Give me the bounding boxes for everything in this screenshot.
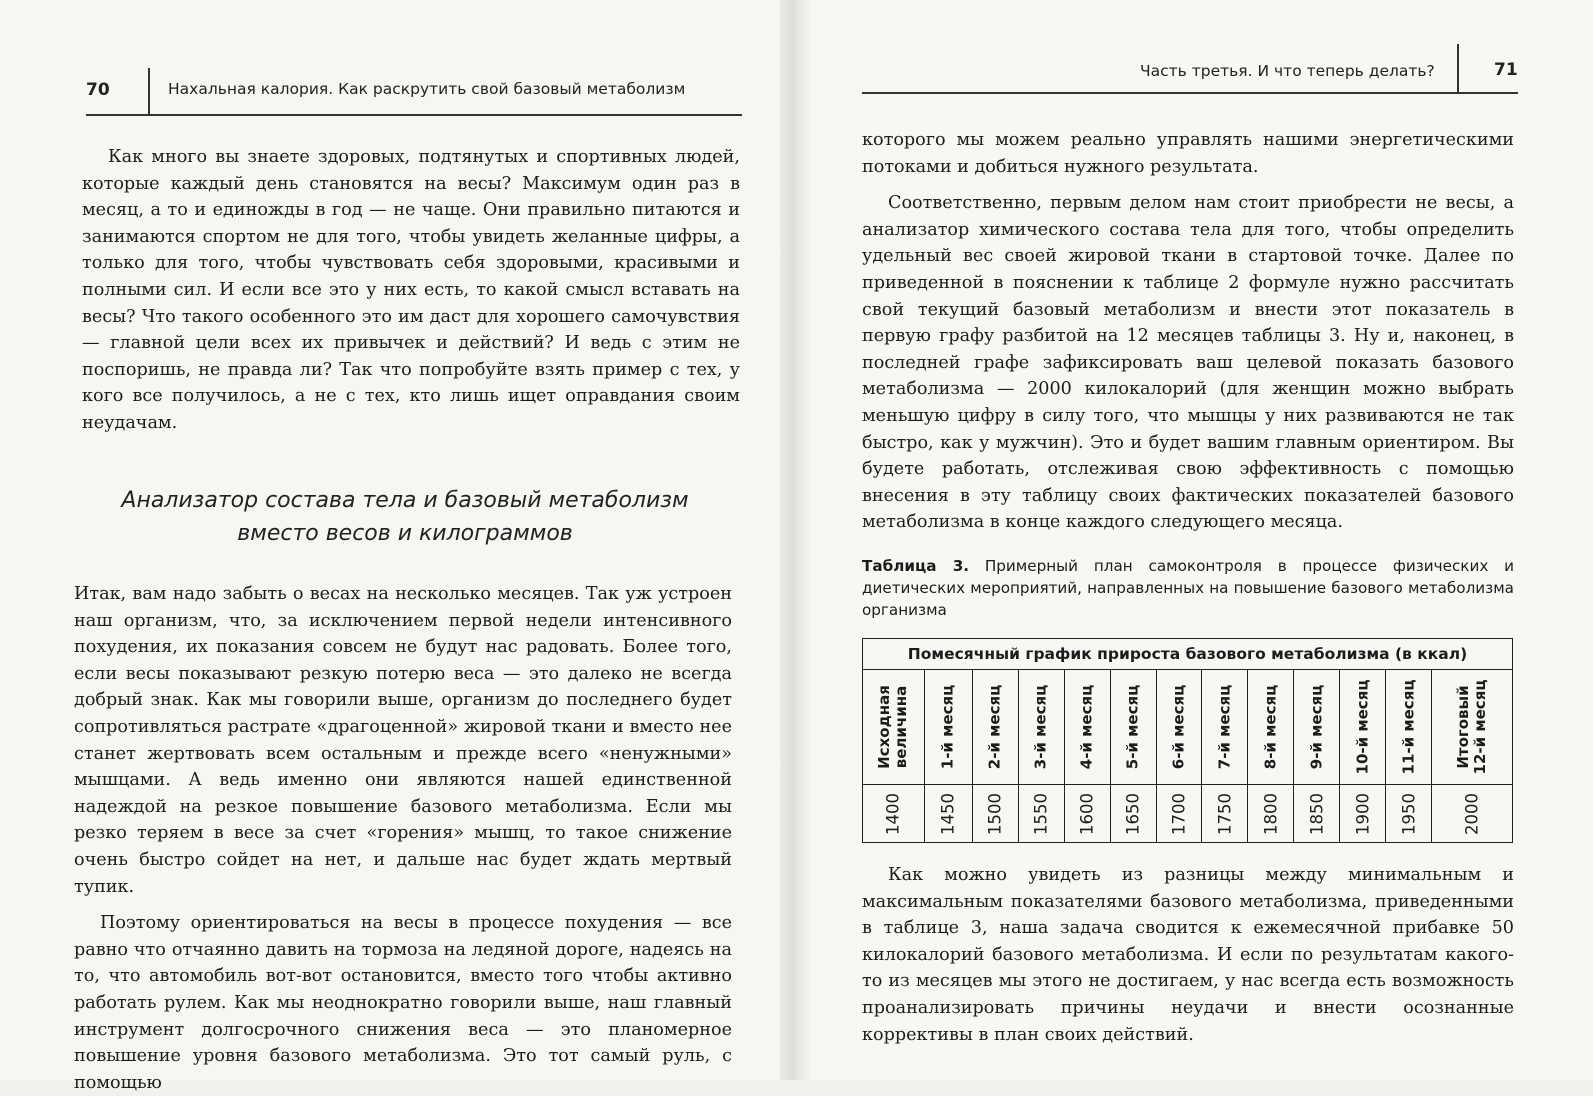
table-caption <box>862 555 1514 621</box>
table-value: 1450 <box>938 792 958 835</box>
table-title: Помесячный график прироста базового метаболизма (в ккал) <box>863 639 1513 670</box>
table-header-label: 11-й месяц <box>1399 679 1418 775</box>
table-header-label: 3-й месяц <box>1031 684 1050 770</box>
table-header-cell <box>924 670 972 785</box>
right-column-top <box>862 127 1514 536</box>
table-value: 1400 <box>883 792 903 835</box>
table-header-label: 5-й месяц <box>1123 684 1142 770</box>
table-value-cell <box>972 785 1018 843</box>
section-heading-line-2: вместо весов и килограммов <box>237 521 573 546</box>
book-gutter <box>780 0 810 1080</box>
table-header-label: 2-й месяц <box>985 684 1004 770</box>
section-heading-line-1: Анализатор состава тела и базовый метаболизм <box>121 488 689 513</box>
right-paragraph-3: Как можно увидеть из разницы между минимальным и максимальным показателями базового метаболизма, приведенными в таблице 3, наша задача сводится к ежемесячной прибавке 50 килокалорий базового метаболизма. И если по результатам какого-то из месяцев мы этого не достигаем, у нас всегда есть возможность проанализировать причины неудачи и внести осознанные коррективы в план своих действий. <box>862 865 1514 1045</box>
table-value-cell <box>1018 785 1064 843</box>
table-header-cell <box>863 670 925 785</box>
table-header-cell <box>1064 670 1110 785</box>
left-paragraph-3: Поэтому ориентироваться на весы в процессе похудения — все равно что отчаянно давить на тормоза на ледяной дороге, надеясь на то, что автомобиль вот-вот остановится, вместо того чтобы активно работать рулем. Как мы неоднократно говорили выше, наш главный инструмент долгосрочного снижения веса — это планомерное повышение уровня базового метаболизма. Это тот самый руль, с помощью <box>74 913 732 1093</box>
table-header-label: 7-й месяц <box>1215 684 1234 770</box>
right-page-number: 71 <box>1494 60 1518 80</box>
table-value: 1600 <box>1077 792 1097 835</box>
left-running-title: Нахальная калория. Как раскрутить свой базовый метаболизм <box>168 80 686 98</box>
table-value-cell <box>1432 785 1513 843</box>
table-value: 1500 <box>985 792 1005 835</box>
left-column-top <box>82 144 740 437</box>
table-value: 1650 <box>1123 792 1143 835</box>
left-page-number: 70 <box>86 80 110 100</box>
table-value: 1950 <box>1399 792 1419 835</box>
table-value-cell <box>1386 785 1432 843</box>
table-value-cell <box>1340 785 1386 843</box>
table-value: 1850 <box>1307 792 1327 835</box>
table-header-label: Итоговый 12-й месяц <box>1454 679 1490 775</box>
right-running-title: Часть третья. И что теперь делать? <box>1140 62 1435 80</box>
right-column-bottom <box>862 862 1514 1048</box>
right-paragraph-1: которого мы можем реально управлять нашими энергетическими потоками и добиться нужного результата. <box>862 130 1514 177</box>
table-header-row <box>863 670 1513 785</box>
table-header-cell <box>1018 670 1064 785</box>
table-header-label: 1-й месяц <box>938 684 957 770</box>
left-paragraph-1: Как много вы знаете здоровых, подтянутых и спортивных людей, которые каждый день становятся на весы? Максимум один раз в месяц, а то и единожды в год — не чаще. Они правильно питаются и занимаются спортом не для того, чтобы увидеть желанные цифры, а только для того, чтобы чувствовать себя здоровыми, красивыми и полными сил. И если все это у них есть, то какой смысл вставать на весы? Что такого особенного это им даст для хорошего самочувствия — главной цели всех их привычек и действий? И ведь с этим не поспоришь, не правда ли? Так что попробуйте взять пример с тех, у кого все получилось, а не с тех, кто лишь ищет оправдания своим неудачам. <box>82 147 740 433</box>
table-value: 1900 <box>1353 792 1373 835</box>
table-value-cell <box>1064 785 1110 843</box>
table-value-cell <box>1110 785 1156 843</box>
table-value-row <box>863 785 1513 843</box>
table-header-cell <box>972 670 1018 785</box>
table-header-label: Исходная величина <box>875 685 911 769</box>
table-header-cell <box>1202 670 1248 785</box>
right-header-divider <box>1457 44 1459 92</box>
left-paragraph-2: Итак, вам надо забыть о весах на несколько месяцев. Так уж устроен наш организм, что, за исключением первой недели интенсивного похудения, их показания совсем не будут нас радовать. Более того, если весы показывают резкую потерю веса — это далеко не всегда добрый знак. Как мы говорили выше, организм до последнего будет сопротивляться растрате «драгоценной» жировой ткани и вместо нее станет жертвовать всем остальным и прежде всего «ненужными» мышцами. А ведь именно они являются нашей единственной надеждой на резкое повышение базового метаболизма. Если мы резко теряем в весе за счет «горения» мышц, то такое снижение очень быстро сойдет на нет, и дальше нас будет ждать мертвый тупик. <box>74 584 732 897</box>
table-header-cell <box>1340 670 1386 785</box>
left-column-bottom <box>74 581 732 1096</box>
table-value: 1700 <box>1169 792 1189 835</box>
left-header-divider <box>148 68 150 116</box>
table-header-label: 10-й месяц <box>1353 679 1372 775</box>
right-header-rule <box>862 92 1518 94</box>
table-value: 1550 <box>1031 792 1051 835</box>
table-value: 1800 <box>1261 792 1281 835</box>
table-value-cell <box>1202 785 1248 843</box>
table-value: 2000 <box>1462 792 1482 835</box>
right-paragraph-2: Соответственно, первым делом нам стоит приобрести не весы, а анализатор химического состава тела для того, чтобы определить удельный вес своей жировой ткани в стартовой точке. Далее по приведенной в пояснении к таблице 2 формуле нужно рассчитать свой текущий базовый метаболизм и внести этот показатель в первую графу разбитой на 12 месяцев таблицы 3. Ну и, наконец, в последней графе зафиксировать ваш целевой показать базового метаболизма — 2000 килокалорий (для женщин можно выбрать меньшую цифру в силу того, что мышцы у них развиваются не так быстро, как у мужчин). Это и будет вашим главным ориентиром. Вы будете работать, отслеживая свою эффективность с помощью внесения в эту таблицу своих фактических показателей базового метаболизма в конце каждого следующего месяца. <box>862 193 1514 533</box>
table-caption-text: Примерный план самоконтроля в процессе физических и диетических мероприятий, направленных на повышение базового метаболизма организма <box>862 557 1514 619</box>
table-header-cell <box>1386 670 1432 785</box>
table-caption-label: Таблица 3. <box>862 557 970 575</box>
table-header-cell <box>1248 670 1294 785</box>
table-value-cell <box>1156 785 1202 843</box>
table-header-label: 6-й месяц <box>1169 684 1188 770</box>
table-value-cell <box>1294 785 1340 843</box>
table-value: 1750 <box>1215 792 1235 835</box>
metabolism-plan-table <box>862 638 1513 843</box>
left-header-rule <box>86 114 742 116</box>
table-header-label: 8-й месяц <box>1261 684 1280 770</box>
table-header-cell <box>1156 670 1202 785</box>
table-header-label: 4-й месяц <box>1077 684 1096 770</box>
section-heading <box>74 484 736 550</box>
table-value-cell <box>924 785 972 843</box>
table-value-cell <box>863 785 925 843</box>
table-header-cell <box>1432 670 1513 785</box>
table-value-cell <box>1248 785 1294 843</box>
table-header-cell <box>1294 670 1340 785</box>
table-header-cell <box>1110 670 1156 785</box>
table-header-label: 9-й месяц <box>1307 684 1326 770</box>
